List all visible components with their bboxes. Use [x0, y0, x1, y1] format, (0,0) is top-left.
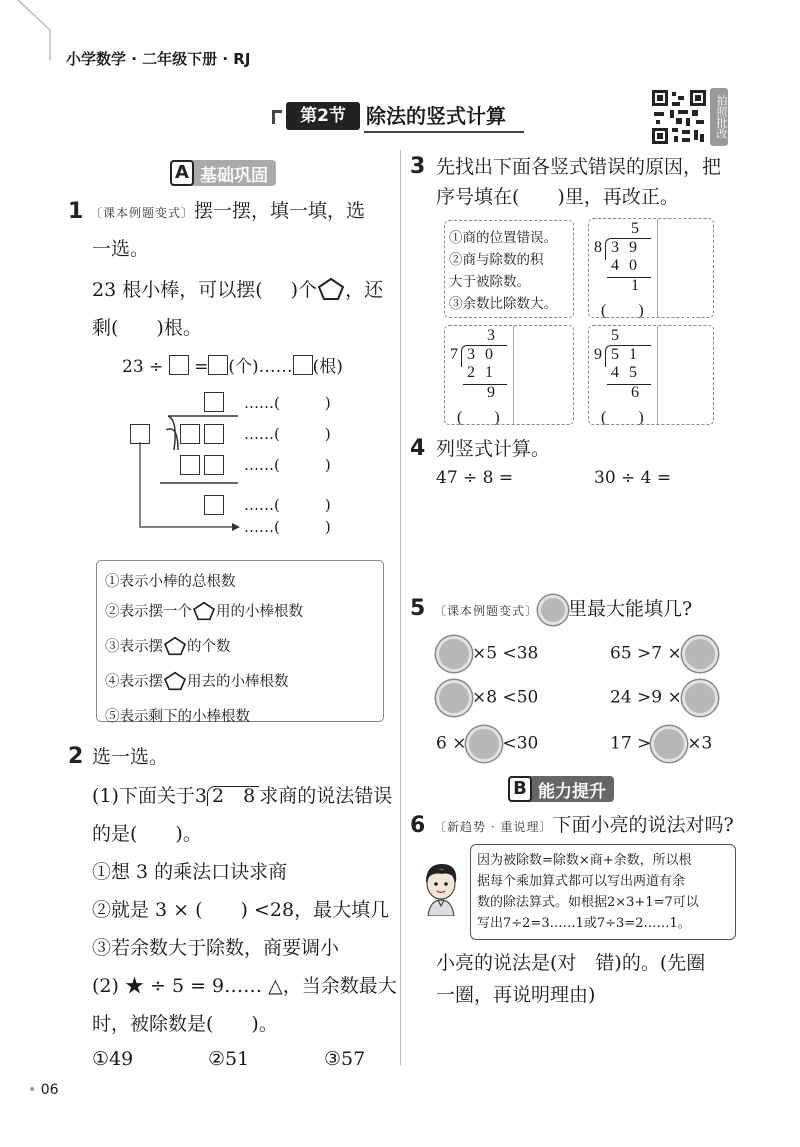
legend-item-4b: 用去的小棒根数 [187, 674, 289, 690]
page-corner-fold [0, 0, 60, 60]
q2-choice-2[interactable]: ②51 [208, 1048, 250, 1070]
q2-choice-3[interactable]: ③57 [324, 1048, 366, 1070]
q1-legend-box [96, 560, 384, 725]
q5-circle-6[interactable] [651, 726, 687, 762]
q1-eq-box-divisor[interactable] [169, 355, 189, 375]
boy-avatar [418, 860, 464, 916]
pentagon-icon [163, 636, 187, 667]
q2-title: 选一选。 [92, 746, 169, 768]
q3-d1-paren[interactable]: ( ) [601, 302, 644, 319]
q1-box-dividend-tens[interactable] [180, 424, 200, 444]
q2-p2b: 时，被除数是( )。 [92, 1013, 278, 1035]
q5-r1a: ×5 <38 [472, 643, 539, 664]
q2-number: 2 [68, 744, 84, 769]
q5-r1b: 65 >7 × [610, 643, 682, 664]
q1-number: 1 [68, 199, 84, 224]
q1-box-quotient[interactable] [204, 392, 224, 412]
legend-item-3a: ③表示摆 [105, 639, 163, 655]
q2-p1c: 求商的说法错误 [259, 785, 393, 807]
q1-tag: 〔课本例题变式〕 [90, 206, 195, 220]
q6-ans-1[interactable]: 小亮的说法是(对 错)的。(先圈 [436, 952, 706, 974]
part-b-badge [508, 776, 614, 802]
q1-eq-d: (根) [312, 357, 343, 377]
q2-opt3: ③若余数大于除数，商要调小 [92, 937, 340, 959]
q4-number: 4 [410, 436, 426, 461]
q1-blank-1[interactable]: ……( ) [244, 394, 331, 412]
section-title: 除法的竖式计算 [366, 104, 506, 128]
column-divider [400, 150, 401, 1065]
q1-blank-4[interactable]: ……( ) [244, 496, 331, 514]
bubble-line-4: 写出7÷2=3……1或7÷3=2……1。 [477, 916, 691, 931]
legend-item-4a: ④表示摆 [105, 674, 163, 690]
circle-blank-icon [538, 595, 568, 625]
q1-box-product-tens[interactable] [180, 455, 200, 475]
q2-p2a: (2) ★ ÷ 5 = 9…… △，当余数最大 [92, 975, 397, 997]
q3-reason-2b: 大于被除数。 [449, 274, 530, 290]
part-b-letter: B [508, 776, 532, 802]
q1-blank-2[interactable]: ……( ) [244, 425, 331, 443]
legend-item-1: ①表示小棒的总根数 [105, 574, 236, 590]
q5-title: 里最大能填几? [568, 598, 693, 620]
q1-eq-box-quotient[interactable] [208, 355, 228, 375]
q1-text3b: )个 [290, 279, 318, 301]
part-a-badge [170, 160, 276, 186]
q5-r3c: 17 > [610, 733, 652, 754]
q5-circle-2[interactable] [682, 636, 718, 672]
section-title-bar [272, 100, 528, 132]
q5-r2a: ×8 <50 [472, 687, 539, 708]
q1-blank-5[interactable]: ……( ) [244, 518, 331, 536]
section-badge: 第2节 [286, 102, 360, 130]
bubble-line-1: 因为被除数=除数×商+余数，所以根 [477, 853, 692, 868]
q3-reasons-box [444, 220, 574, 318]
q4-expr-1: 47 ÷ 8 = [436, 468, 514, 488]
q3-division-2: 3 7 3 0 2 1 9 ( ) [444, 325, 574, 425]
q5-circle-5[interactable] [466, 726, 502, 762]
header-title: 小学数学 · 二年级下册 · RJ [66, 50, 251, 68]
q1-text3c: ，还 [345, 279, 384, 301]
q6-speech-bubble [470, 844, 736, 940]
q4-expr-2: 30 ÷ 4 = [594, 468, 672, 488]
q3-text1: 先找出下面各竖式错误的原因，把 [436, 156, 722, 178]
qr-code[interactable] [650, 88, 708, 146]
q6-ans-2: 一圈，再说明理由) [436, 984, 596, 1006]
q5-r2b: 24 >9 × [610, 687, 682, 708]
legend-item-5: ⑤表示剩下的小棒根数 [105, 709, 250, 725]
q4-title: 列竖式计算。 [436, 438, 551, 460]
q5-circle-4[interactable] [682, 680, 718, 716]
q3-reason-3: ③余数比除数大。 [449, 296, 557, 312]
q2-p1d: 的是( )。 [92, 823, 202, 845]
qr-side-label: 拍照批改 [710, 88, 728, 146]
bubble-line-3: 数的除法算式。如根据2×3+1=7可以 [477, 895, 699, 910]
q3-d2-paren[interactable]: ( ) [457, 409, 500, 426]
part-a-label: 基础巩固 [200, 165, 268, 186]
q5-r3a: 6 × [436, 733, 467, 754]
q3-number: 3 [410, 154, 426, 179]
q1-text4: 剩( )根。 [92, 317, 202, 339]
q2-choice-1[interactable]: ①49 [92, 1048, 134, 1070]
q1-box-divisor[interactable] [130, 424, 150, 444]
q1-eq-b: = [194, 357, 209, 377]
q5-r3d: ×3 [687, 733, 713, 754]
pentagon-icon [192, 601, 216, 632]
q5-number: 5 [410, 596, 426, 621]
q3-text2: 序号填在( )里，再改正。 [436, 186, 679, 208]
q5-circle-1[interactable] [436, 636, 472, 672]
pentagon-icon [163, 671, 187, 702]
q2-opt1: ①想 3 的乘法口诀求商 [92, 861, 288, 883]
q1-division-frame [120, 390, 410, 540]
q5-r3b: <30 [502, 733, 539, 754]
bubble-line-2: 据每个乘加算式都可以写出两道有余 [477, 874, 686, 889]
q3-division-3: 5 9 5 1 4 5 6 ( ) [588, 325, 714, 425]
page-number: • 06 [28, 1082, 59, 1098]
q3-division-1: 5 8 3 9 4 0 1 ( ) [588, 218, 714, 318]
q6-number: 6 [410, 813, 426, 838]
q1-text1: 摆一摆，填一填，选 [194, 200, 366, 222]
q1-text3a: 23 根小棒，可以摆( [92, 279, 263, 301]
q5-tag: 〔课本例题变式〕 [434, 604, 539, 618]
q3-reason-1: ①商的位置错误。 [449, 230, 557, 246]
pentagon-icon [317, 277, 345, 307]
q2-opt2: ②就是 3 × ( ) <28，最大填几 [92, 899, 390, 921]
q5-circle-3[interactable] [436, 680, 472, 716]
q1-box-remainder[interactable] [204, 495, 224, 515]
legend-item-3b: 的个数 [187, 639, 231, 655]
q1-blank-3[interactable]: ……( ) [244, 456, 331, 474]
q1-box-product-ones[interactable] [204, 455, 224, 475]
q6-title: 下面小亮的说法对吗? [552, 814, 734, 836]
q1-eq-c: (个)…… [228, 357, 293, 377]
legend-item-2a: ②表示摆一个 [105, 604, 192, 620]
q1-text2: 一选。 [92, 238, 150, 260]
q2-p1a: (1)下面关于3 [92, 785, 208, 807]
legend-item-2b: 用的小棒根数 [216, 604, 303, 620]
part-a-letter: A [170, 160, 194, 186]
q3-reason-2a: ②商与除数的积 [449, 252, 544, 268]
q1-box-dividend-ones[interactable] [204, 424, 224, 444]
q2-p1-division: 2 8 [207, 786, 259, 806]
q1-eq-box-remainder[interactable] [293, 355, 313, 375]
q6-tag: 〔新趋势 · 重说理〕 [434, 820, 553, 834]
part-b-label: 能力提升 [538, 781, 606, 802]
q1-eq-a: 23 ÷ [122, 357, 164, 377]
q3-d3-paren[interactable]: ( ) [601, 409, 644, 426]
